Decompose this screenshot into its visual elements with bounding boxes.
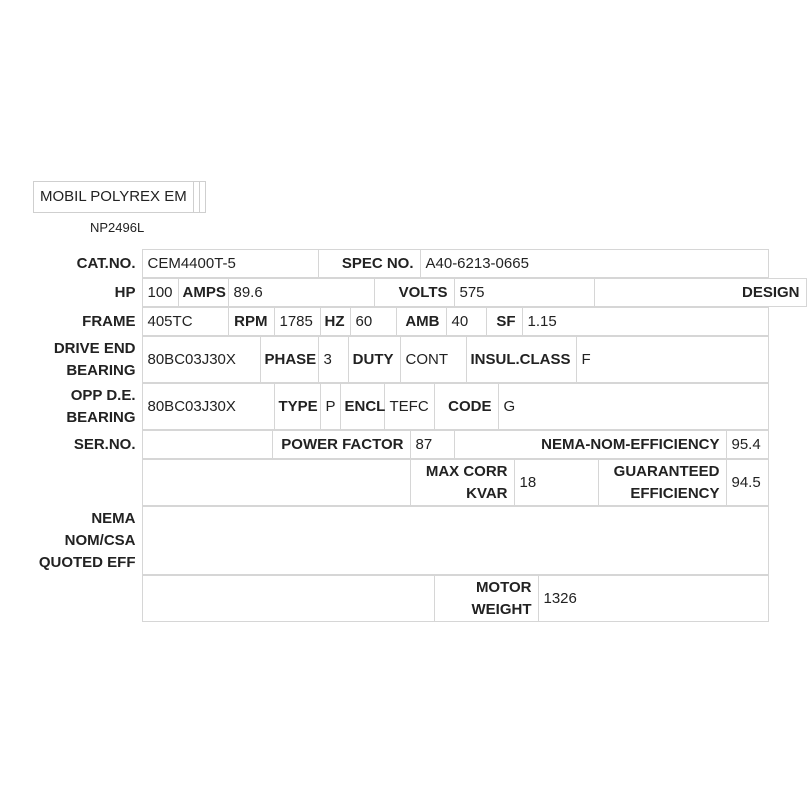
blank-cell (142, 576, 434, 622)
sf-label: SF (486, 308, 522, 336)
frame-label: FRAME (30, 308, 142, 336)
type-label: TYPE (274, 384, 320, 430)
volts-value: 575 (454, 279, 594, 307)
rpm-value: 1785 (274, 308, 320, 336)
volts-label: VOLTS (374, 279, 454, 307)
row-drive-end-bearing (30, 336, 769, 383)
amb-value: 40 (446, 308, 486, 336)
nema-nom-efficiency-value: 95.4 (726, 431, 768, 459)
design-label: DESIGN (594, 279, 806, 307)
row-opp-de-bearing (30, 383, 769, 430)
duty-label: DUTY (348, 337, 400, 383)
guaranteed-efficiency-value: 94.5 (726, 460, 768, 506)
hz-value: 60 (350, 308, 396, 336)
blank-label (30, 576, 142, 622)
max-corr-kvar-value: 18 (514, 460, 598, 506)
row-kvar-guaranteed (30, 459, 769, 506)
motor-nameplate (30, 249, 800, 620)
encl-value: TEFC (384, 384, 434, 430)
drive-end-bearing-value: 80BC03J30X (142, 337, 260, 383)
frame-value: 405TC (142, 308, 228, 336)
amb-label: AMB (396, 308, 446, 336)
nema-nom-efficiency-label: NEMA-NOM-EFFICIENCY (454, 431, 726, 459)
rpm-label: RPM (228, 308, 274, 336)
ser-no-label: SER.NO. (30, 431, 142, 459)
insul-class-value: F (576, 337, 768, 383)
row-frame (30, 307, 769, 336)
guaranteed-efficiency-label: GUARANTEED EFFICIENCY (598, 460, 726, 506)
row-cat-spec (30, 249, 769, 278)
grease-box-divider (200, 181, 206, 213)
phase-label: PHASE (260, 337, 318, 383)
blank-cell (142, 460, 410, 506)
phase-value: 3 (318, 337, 348, 383)
ser-no-value (142, 431, 272, 459)
opp-de-bearing-value: 80BC03J30X (142, 384, 274, 430)
hp-label: HP (30, 279, 142, 307)
encl-label: ENCL (340, 384, 384, 430)
blank-label (30, 460, 142, 506)
row-hp-amps-volts-design (30, 278, 807, 307)
code-value: G (498, 384, 768, 430)
nema-quoted-eff-label: NEMA NOM/CSA QUOTED EFF (30, 507, 142, 575)
hz-label: HZ (320, 308, 350, 336)
cat-no-label: CAT.NO. (30, 250, 142, 278)
nema-quoted-eff-value (142, 507, 768, 575)
nameplate-id: NP2496L (90, 220, 145, 235)
motor-weight-label: MOTOR WEIGHT (434, 576, 538, 622)
duty-value: CONT (400, 337, 466, 383)
amps-value: 89.6 (228, 279, 374, 307)
hp-value: 100 (142, 279, 178, 307)
row-nema-quoted-eff (30, 506, 769, 575)
motor-weight-value: 1326 (538, 576, 768, 622)
drive-end-bearing-label: DRIVE END BEARING (30, 337, 142, 383)
power-factor-label: POWER FACTOR (272, 431, 410, 459)
grease-name: MOBIL POLYREX EM (33, 181, 194, 213)
spec-no-label: SPEC NO. (318, 250, 420, 278)
sf-value: 1.15 (522, 308, 768, 336)
power-factor-value: 87 (410, 431, 454, 459)
grease-label-box (33, 181, 206, 213)
amps-label: AMPS (178, 279, 228, 307)
row-motor-weight (30, 575, 769, 622)
spec-no-value: A40-6213-0665 (420, 250, 768, 278)
code-label: CODE (434, 384, 498, 430)
insul-class-label: INSUL.CLASS (466, 337, 576, 383)
max-corr-kvar-label: MAX CORR KVAR (410, 460, 514, 506)
opp-de-bearing-label: OPP D.E. BEARING (30, 384, 142, 430)
type-value: P (320, 384, 340, 430)
cat-no-value: CEM4400T-5 (142, 250, 318, 278)
row-ser-no (30, 430, 769, 459)
